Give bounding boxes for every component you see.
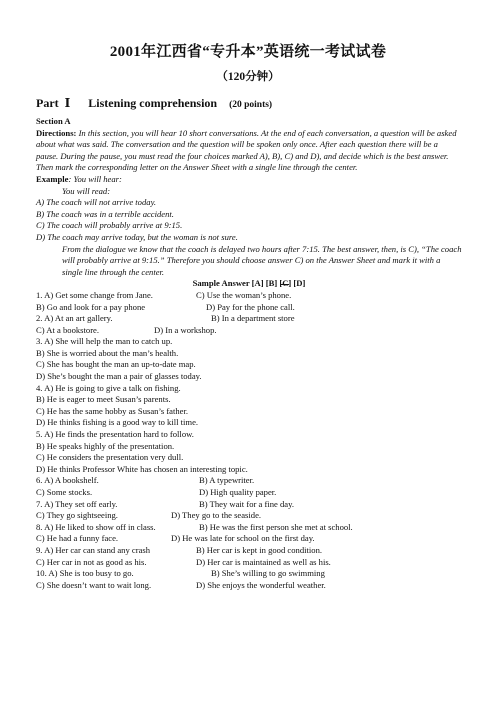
sample-answer-rest: ] [D] <box>288 278 306 289</box>
exam-content <box>36 116 462 591</box>
part-heading <box>36 96 272 111</box>
part-points: (20 points) <box>229 100 273 110</box>
sample-answer <box>36 278 462 290</box>
question-10-row-2: C) She doesn’t want to wait long. D) She enjoys the wonderful weather. <box>36 579 326 590</box>
exam-title: 2001年江西省“专升本”英语统一考试试卷 <box>109 44 387 60</box>
directions-text: In this section, you will hear 10 short conversations. At the end of each conversation, a question will be asked about what was said. The conversation and the question will be spoken only once. After each question there will be a pause. During the pause, you must read the four choices marked A), B), C) and D), and decide which is the best answer. Then mark the corresponding letter on the Answer Sheet with a single line through the center. <box>36 127 457 173</box>
you-will-read: You will read: <box>62 185 111 196</box>
question-4-row-4: D) He thinks fishing is a good way to kill time. <box>36 417 199 428</box>
part-name: Listening comprehension <box>88 96 218 110</box>
question-5-row-1: 5. A) He finds the presentation hard to follow. <box>36 429 194 440</box>
question-4-row-1: 4. A) He is going to give a talk on fishing. <box>36 382 181 393</box>
directions <box>36 128 462 174</box>
question-9-row-2: C) Her car in not as good as his. D) Her car is maintained as well as his. <box>36 556 331 567</box>
example-line <box>36 174 462 186</box>
question-3-row-4: D) She’s bought the man a pair of glasses today. <box>36 371 202 382</box>
example-option-b: B) The coach was in a terrible accident. <box>36 208 174 219</box>
question-7-row-1: 7. A) They set off early. B) They wait for a fine day. <box>36 498 294 509</box>
question-3-row-1: 3. A) She will help the man to catch up. <box>36 336 173 347</box>
sample-answer-struck: C <box>282 278 289 289</box>
sample-answer-label: Sample Answer [A] [B] [ <box>192 278 283 289</box>
example-option-a: A) The coach will not arrive today. <box>36 197 157 208</box>
directions-label: Directions: <box>36 127 77 138</box>
question-5-row-2: B) He speaks highly of the presentation. <box>36 440 175 451</box>
question-4-row-3: C) He has the same hobby as Susan’s father. <box>36 405 189 416</box>
example-text: : You will hear: <box>68 173 122 184</box>
question-1-row-2: B) Go and look for a pay phone D) Pay for the phone call. <box>36 301 295 312</box>
question-3-row-2: B) She is worried about the man’s health. <box>36 347 179 358</box>
question-3-row-3: C) She has bought the man an up-to-date map. <box>36 359 196 370</box>
part-label: Part <box>36 96 59 110</box>
question-2-row-2: C) At a bookstore. D) In a workshop. <box>36 324 217 335</box>
exam-duration: （120分钟） <box>216 71 280 83</box>
question-9-row-1: 9. A) Her car can stand any crash B) Her car is kept in good condition. <box>36 544 323 555</box>
question-1-row-1: 1. A) Get some change from Jane. C) Use the woman’s phone. <box>36 289 292 300</box>
question-2-row-1: 2. A) At an art gallery. B) In a department store <box>36 313 295 324</box>
question-5-row-4: D) He thinks Professor White has chosen an interesting topic. <box>36 463 248 474</box>
example-explanation: From the dialogue we know that the coach is delayed two hours after 7:15. The best answer, then, is C), “The coach will probably arrive at 9:15.” Therefore you should choose answer C) on the Answer Sheet and mark it with a single line through the center. <box>62 243 462 277</box>
question-6-row-1: 6. A) A bookshelf. B) A typewriter. <box>36 475 255 486</box>
example-option-c: C) The coach will probably arrive at 9:15. <box>36 220 183 231</box>
question-6-row-2: C) Some stocks. D) High quality paper. <box>36 487 277 497</box>
question-10-row-1: 10. A) She is too busy to go. B) She’s willing to go swimming <box>36 568 325 579</box>
example-label: Example <box>36 173 69 184</box>
question-8-row-2: C) He had a funny face. D) He was late for school on the first day. <box>36 533 315 544</box>
question-7-row-2: C) They go sightseeing. D) They go to the seaside. <box>36 510 262 521</box>
question-8-row-1: 8. A) He liked to show off in class. B) He was the first person she met at school. <box>36 521 353 532</box>
question-4-row-2: B) He is eager to meet Susan’s parents. <box>36 394 171 405</box>
question-5-row-3: C) He considers the presentation very dull. <box>36 452 184 463</box>
section-heading: Section A <box>36 116 71 126</box>
example-option-d: D) The coach may arrive today, but the woman is not sure. <box>36 231 238 242</box>
part-numeral: Ⅰ <box>64 96 71 110</box>
